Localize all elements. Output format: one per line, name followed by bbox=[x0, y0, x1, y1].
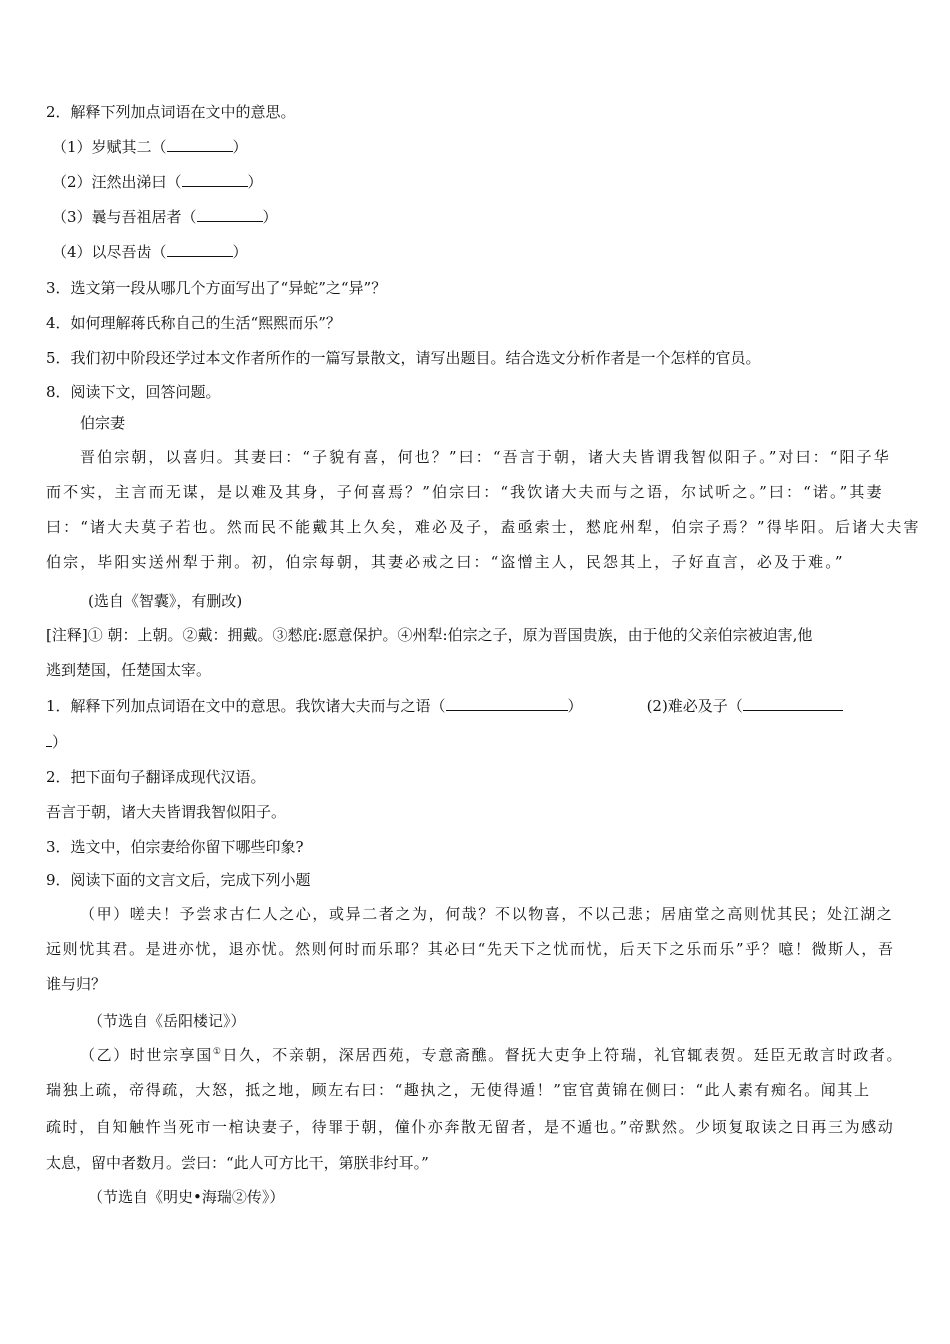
q2-item-3 bbox=[52, 207, 918, 227]
footnote-marker: ① bbox=[212, 1047, 223, 1057]
q8-question-2: 2．把下面句子翻译成现代汉语。 bbox=[46, 768, 266, 786]
q2-item-1 bbox=[52, 137, 918, 157]
passage-yi-line: 太息，留中者数月。尝曰：“此人可方比干，第朕非纣耳。” bbox=[46, 1154, 429, 1172]
answer-blank[interactable] bbox=[167, 242, 233, 257]
translate-sentence: 吾言于朝，诸大夫皆谓我智似阳子。 bbox=[46, 803, 287, 821]
q8-question-3: 3．选文中，伯宗妻给你留下哪些印象? bbox=[46, 838, 304, 856]
passage-yi-source: （节选自《明史•海瑞②传》） bbox=[88, 1188, 285, 1206]
q8-q1-part2: (2)难必及子（ bbox=[646, 697, 743, 715]
close-paren: ） bbox=[567, 697, 583, 715]
passage-yi-line bbox=[80, 1045, 946, 1065]
passage-yi-line: 瑞独上疏，帝得疏，大怒，抵之地，顾左右曰：“趣执之，无使得遁！”宦官黄锦在侧曰：“此人素有痴名。闻其上 bbox=[46, 1081, 871, 1099]
notes-line: [注释]① 朝：上朝。②戴：拥戴。③憖庇:愿意保护。④州犁:伯宗之子，原为晋国贵族，由于他的父亲伯宗被迫害,他 bbox=[46, 626, 813, 644]
q8-q1-tail bbox=[46, 732, 912, 752]
q2-item-1-label: （1）岁赋其二（ bbox=[52, 138, 167, 156]
question-4: 4．如何理解蒋氏称自己的生活“熙熙而乐”？ bbox=[46, 314, 341, 332]
close-paren: ） bbox=[232, 243, 248, 261]
close-paren: ） bbox=[232, 138, 248, 156]
passage-line: 曰：“诸大夫莫子若也。然而民不能戴其上久矣，难必及子，盍亟索士，憖庇州犁，伯宗子焉？”得毕阳。后诸大夫害 bbox=[46, 518, 921, 536]
question-5: 5．我们初中阶段还学过本文作者所作的一篇写景散文，请写出题目。结合选文分析作者是一个怎样的官员。 bbox=[46, 349, 761, 367]
close-paren: ） bbox=[262, 208, 278, 226]
q2-item-4 bbox=[52, 242, 918, 262]
question-9-heading: 9．阅读下面的文言文后，完成下列小题 bbox=[46, 871, 311, 889]
passage-jia-line: 谁与归？ bbox=[46, 975, 107, 993]
passage-yi-line: 疏时，自知触忤当死市一棺诀妻子，待罪于朝，僮仆亦奔散无留者，是不遁也。”帝默然。少顷复取读之日再三为感动 bbox=[46, 1118, 895, 1136]
passage-line: 晋伯宗朝，以喜归。其妻曰：“子貌有喜，何也？”曰：“吾言于朝，诸大夫皆谓我智似阳子。”对曰：“阳子华 bbox=[80, 448, 891, 466]
passage-jia-source: （节选自《岳阳楼记》） bbox=[88, 1012, 246, 1030]
question-8-heading: 8．阅读下文，回答问题。 bbox=[46, 383, 221, 401]
answer-blank[interactable] bbox=[197, 207, 263, 222]
passage-jia-line: 远则忧其君。是进亦忧，退亦忧。然则何时而乐耶？其必曰“先天下之忧而忧，后天下之乐而乐”乎？噫！微斯人，吾 bbox=[46, 940, 895, 958]
passage-jia-line: （甲）嗟夫！予尝求古仁人之心，或异二者之为，何哉？不以物喜，不以己悲；居庙堂之高则忧其民；处江湖之 bbox=[80, 905, 894, 923]
answer-blank[interactable] bbox=[743, 696, 843, 711]
passage-yi-text: 日久，不亲朝，深居西苑，专意斋醮。督抚大吏争上符瑞，礼官辄表贺。廷臣无敢言时政者。 bbox=[222, 1046, 904, 1064]
answer-blank[interactable] bbox=[182, 172, 248, 187]
answer-blank[interactable] bbox=[167, 137, 233, 152]
notes-line: 逃到楚国，任楚国太宰。 bbox=[46, 661, 212, 679]
passage-title: 伯宗妻 bbox=[80, 414, 126, 432]
q2-item-4-label: （4）以尽吾齿（ bbox=[52, 243, 167, 261]
q2-item-2-label: （2）汪然出涕曰（ bbox=[52, 173, 182, 191]
close-paren: ） bbox=[52, 733, 68, 751]
question-2-title: 2．解释下列加点词语在文中的意思。 bbox=[46, 103, 296, 121]
close-paren: ） bbox=[247, 173, 263, 191]
passage-line: 而不实，主言而无谋，是以难及其身，子何喜焉？”伯宗曰：“我饮诸大夫而与之语，尔试听之。”曰：“诺。”其妻 bbox=[46, 483, 884, 501]
question-3: 3．选文第一段从哪几个方面写出了“异蛇”之“异”？ bbox=[46, 279, 387, 297]
passage-line: 伯宗，毕阳实送州犁于荆。初，伯宗每朝，其妻必戒之曰：“盗憎主人，民怨其上，子好直言，必及于难。” bbox=[46, 553, 845, 571]
q2-item-3-label: （3）曩与吾祖居者（ bbox=[52, 208, 197, 226]
passage-source: (选自《智囊》，有删改) bbox=[88, 592, 243, 610]
passage-yi-text: （乙）时世宗享国 bbox=[80, 1046, 213, 1064]
answer-blank[interactable] bbox=[446, 696, 568, 711]
q2-item-2 bbox=[52, 172, 918, 192]
q8-q1-text: 1．解释下列加点词语在文中的意思。我饮诸大夫而与之语（ bbox=[46, 697, 446, 715]
q8-question-1 bbox=[46, 696, 912, 716]
